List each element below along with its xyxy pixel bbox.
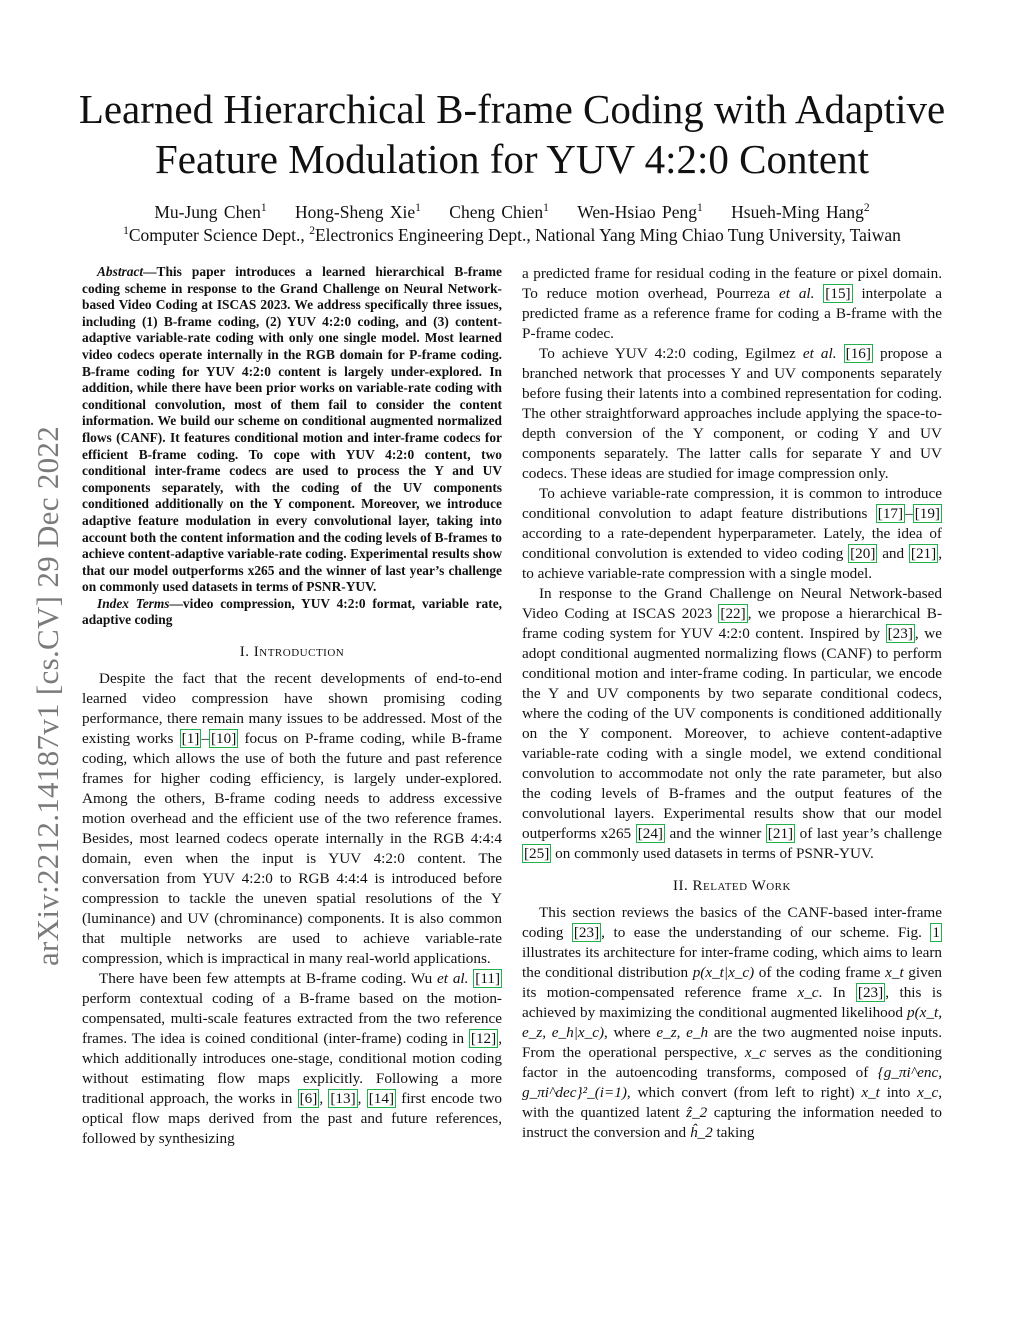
math-expression: x_t — [861, 1084, 880, 1101]
math-expression: {g_πi^enc, g_πi^dec}²_(i=1) — [522, 1064, 942, 1101]
title-line-2: Feature Modulation for YUV 4:2:0 Content — [155, 136, 869, 182]
math-expression: x_c — [744, 1044, 766, 1061]
citation-link[interactable]: [23] — [573, 924, 600, 941]
citation-link[interactable]: [6] — [299, 1090, 318, 1108]
author-5: Hsueh-Ming Hang$^2$ — [731, 202, 870, 222]
citation-link[interactable]: [23] — [887, 625, 913, 642]
citation-link[interactable]: [17] — [877, 505, 904, 522]
math-expression: e_z, e_h — [656, 1024, 709, 1041]
intro-paragraph-2: There have been few attempts at B-frame coding. Wu et al. [11] perform contextual coding of a B-frame based on the motion-compensated, multi-scale features extracted from the two reference frames. The idea is coined conditional (inter-frame) coding in [12] , which additionally introduces one-stage, conditional motion coding without estimating flow maps explicitly. Following a more traditional approach, the works in [6] , [13] , [14] first encode two optical flow maps derived from the past and future references, followed by synthesizing — [82, 970, 503, 1148]
author-list — [60, 201, 964, 223]
citation-link[interactable]: [16] — [845, 345, 871, 362]
abstract: Abstract—This paper introduces a learned hierarchical B-frame coding scheme in response to the Grand Challenge on Neural Network-based Video Coding at ISCAS 2023. We address specifically three issues, including (1) B-frame coding, (2) YUV 4:2:0 coding, and (3) content-adaptive variable-rate coding with only one single model. Most learned video codecs operate internally in the RGB domain for P-frame coding. B-frame coding for YUV 4:2:0 content is largely under-explored. In addition, while there have been prior works on variable-rate coding with conditional convolution, most of them fail to consider the content information. We build our scheme on conditional augmented normalized flows (CANF). It features conditional motion and inter-frame codecs for efficient B-frame coding. To cope with YUV 4:2:0 content, two conditional inter-frame codecs are used to process the Y and UV components separately, with the coding of the UV components conditioned additionally on the Y component. Moreover, we introduce adaptive feature modulation in every convolutional layer, taking into account both the content information and the coding levels of B-frames to achieve content-adaptive variable-rate coding. Experimental results show that our model outperforms x265 and the winner of last year’s challenge on commonly used datasets in terms of PSNR-YUV. — [82, 264, 502, 595]
math-expression: x_c — [917, 1084, 939, 1101]
citation-link[interactable]: [21] — [767, 825, 794, 842]
affiliations: $^1$Computer Science Dept., $^2$Electronics Engineering Dept., National Yang Ming Chiao Tung University, Taiwan — [123, 225, 901, 245]
intro-paragraph-4: To achieve variable-rate compression, it is common to introduce conditional convolution to adapt feature distributions [17] – [19] according to a rate-dependent hyperparameter. Lately, the idea of conditional convolution is extended to video coding [20] and [21] , to achieve variable-rate compression with a single model. — [522, 485, 942, 582]
author-3: Cheng Chien$^1$ — [449, 202, 549, 222]
citation-link[interactable]: [13] — [330, 1090, 356, 1108]
citation-link[interactable]: [21] — [910, 545, 937, 562]
math-expression: x_c — [797, 984, 819, 1001]
paper-title — [60, 84, 964, 184]
author-1: Mu-Jung Chen$^1$ — [154, 202, 267, 222]
math-expression: p(x_t, e_z, e_h|x_c) — [522, 1004, 942, 1041]
section-heading-introduction: I. Introduction — [239, 644, 345, 661]
citation-link[interactable]: [15] — [825, 285, 851, 302]
citation-link[interactable]: [20] — [850, 545, 876, 562]
citation-link[interactable]: [14] — [368, 1090, 395, 1108]
citation-link[interactable]: [22] — [720, 605, 746, 622]
author-4: Wen-Hsiao Peng$^1$ — [577, 202, 703, 222]
citation-link[interactable]: [19] — [914, 505, 940, 522]
math-expression: ĥ_2 — [689, 1124, 713, 1141]
index-terms: Index Terms—video compression, YUV 4:2:0 format, variable rate, adaptive coding — [82, 595, 502, 628]
intro-paragraph-3: To achieve YUV 4:2:0 coding, Egilmez et al. [16] propose a branched network that processes Y and UV components separately before fusing their latents into a combined representation for coding. The other straightforward approaches include applying the space-to-depth conversion of the Y component, or coding Y and UV components separately. The latter calls for separate Y and UV codecs. These ideas are studied for image compression only. — [522, 345, 942, 482]
intro-paragraph-5: In response to the Grand Challenge on Neural Network-based Video Coding at ISCAS 2023 [22] , we propose a hierarchical B-frame coding system for YUV 4:2:0 content. Inspired by [23] , we adopt conditional augmented normalizing flows (CANF) to perform conditional motion and inter-frame coding. In particular, we encode the Y and UV components by two separate conditional codecs, where the coding of the UV components is conditioned additionally on the Y component. Moreover, to achieve content-adaptive variable-rate coding with a single model, we extend conditional convolution to accommodate not only the rate parameter, but also the coding levels of B-frames and the output features of the convolutional layers. Experimental results show that our model outperforms x265 [24] and the winner [21] of last year’s challenge [25] on commonly used datasets in terms of PSNR-YUV. — [522, 585, 942, 862]
citation-link[interactable]: [25] — [524, 845, 550, 862]
title-line-1: Learned Hierarchical B-frame Coding with Adaptive — [78, 86, 946, 132]
right-column — [522, 264, 942, 1143]
intro-paragraph-1: Despite the fact that the recent developments of end-to-end learned video compression have shown promising coding performance, there remain many issues to be addressed. Most of the existing works [1] – [10] focus on P-frame coding, while B-frame coding, which allows the use of both the future and past reference frames for higher coding efficiency, is largely under-explored. Among the others, B-frame coding needs to address excessive motion overhead and the efficient use of the two reference frames. Besides, most learned codecs operate internally in the RGB 4:4:4 domain, even when the input is YUV 4:2:0 content. The conversation from YUV 4:2:0 to RGB 4:4:4 is introduced before compression to tackle the uneven spatial resolutions of the Y (luminance) and UV (chrominance) components. It is also common that multiple networks are used to achieve variable-rate compression, which is impractical in many real-world applications. — [82, 670, 502, 968]
citation-link[interactable]: [23] — [857, 984, 884, 1001]
section-heading-related-work: II. Related Work — [673, 878, 791, 894]
citation-link[interactable]: [1] — [181, 730, 200, 748]
citation-link[interactable]: [11] — [475, 970, 501, 988]
arxiv-identifier-stamp[interactable]: arXiv:2212.14187v1 [cs.CV] 29 Dec 2022 — [30, 425, 65, 966]
citation-link[interactable]: [24] — [637, 825, 663, 842]
figure-link[interactable]: 1 — [932, 924, 940, 941]
related-work-paragraph-1: This section reviews the basics of the CANF-based inter-frame coding [23] , to ease the understanding of our scheme. Fig. 1 illustrates its architecture for inter-frame coding, which aims to learn the conditional distribution p(x_t|x_c) of the coding frame x_t given its motion-compensated reference frame x_c. In [23] , this is achieved by maximizing the conditional augmented likelihood p(x_t, e_z, e_h|x_c), where e_z, e_h are the two augmented noise inputs. From the operational perspective, x_c serves as the conditioning factor in the autoencoding transforms, composed of {g_πi^enc, g_πi^dec}²_(i=1), which convert (from left to right) x_t into x_c, with the quantized latent ẑ_2 capturing the information needed to instruct the conversion and ĥ_2 taking — [522, 904, 943, 1141]
citation-link[interactable]: [12] — [470, 1030, 497, 1048]
math-expression: x_t — [885, 964, 904, 981]
left-column — [82, 264, 502, 1149]
math-expression: ẑ_2 — [686, 1104, 708, 1121]
author-2: Hong-Sheng Xie$^1$ — [295, 202, 421, 222]
math-expression: p(x_t|x_c) — [692, 964, 755, 981]
citation-link[interactable]: [10] — [210, 730, 237, 748]
intro-paragraph-2-continued: a predicted frame for residual coding in the feature or pixel domain. To reduce motion overhead, Pourreza et al. [15] interpolate a predicted frame as a reference frame for coding a B-frame with the P-frame codec. — [522, 265, 942, 342]
